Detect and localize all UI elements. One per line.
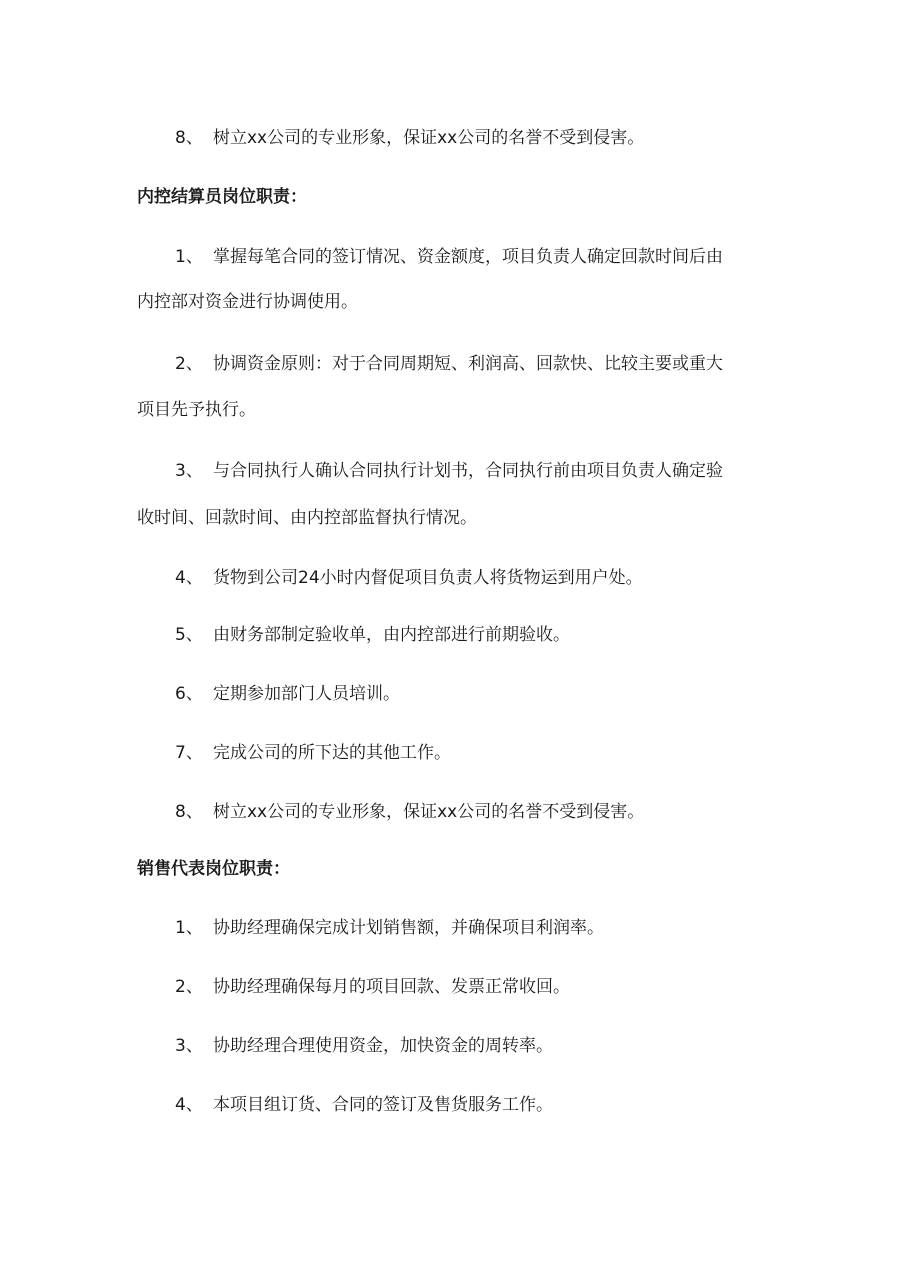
list-item (175, 682, 400, 706)
item-number: 4、 (175, 568, 203, 588)
list-item (175, 566, 643, 590)
item-text: 树立xx公司的专业形象，保证xx公司的名誉不受到侵害。 (213, 128, 645, 148)
item-text: 协助经理确保完成计划销售额，并确保项目利润率。 (213, 918, 604, 938)
list-item (175, 352, 723, 376)
item-text: 本项目组订货、合同的签订及售货服务工作。 (213, 1095, 553, 1115)
item-number: 8、 (175, 802, 203, 822)
item-number: 7、 (175, 743, 203, 763)
item-text-continuation: 项目先予执行。 (137, 400, 256, 420)
item-number: 1、 (175, 918, 203, 938)
item-text: 货物到公司24小时内督促项目负责人将货物运到用户处。 (213, 568, 643, 588)
list-item (175, 126, 644, 150)
item-number: 5、 (175, 625, 203, 645)
item-text: 协调资金原则：对于合同周期短、利润高、回款快、比较主要或重大 (213, 354, 723, 374)
section-heading: 内控结算员岗位职责： (137, 187, 307, 207)
list-item (175, 623, 570, 647)
item-text-continuation: 收时间、回款时间、由内控部监督执行情况。 (137, 508, 477, 528)
item-text-continuation: 内控部对资金进行协调使用。 (137, 292, 358, 312)
list-item (175, 1034, 553, 1058)
item-number: 4、 (175, 1095, 203, 1115)
section-heading: 销售代表岗位职责： (137, 859, 290, 879)
item-number: 2、 (175, 354, 203, 374)
item-number: 1、 (175, 247, 203, 267)
item-text: 完成公司的所下达的其他工作。 (213, 743, 451, 763)
item-text: 与合同执行人确认合同执行计划书，合同执行前由项目负责人确定验 (213, 461, 723, 481)
list-item (175, 245, 723, 269)
item-text: 协助经理合理使用资金，加快资金的周转率。 (213, 1036, 553, 1056)
item-text: 掌握每笔合同的签订情况、资金额度，项目负责人确定回款时间后由 (213, 247, 723, 267)
item-number: 2、 (175, 977, 203, 997)
item-number: 3、 (175, 1036, 203, 1056)
list-item (175, 975, 570, 999)
list-item (175, 741, 451, 765)
item-text: 由财务部制定验收单，由内控部进行前期验收。 (213, 625, 570, 645)
item-text: 协助经理确保每月的项目回款、发票正常收回。 (213, 977, 570, 997)
list-item (175, 916, 604, 940)
item-number: 3、 (175, 461, 203, 481)
list-item (175, 459, 723, 483)
item-number: 6、 (175, 684, 203, 704)
list-item (175, 1093, 553, 1117)
list-item (175, 800, 644, 824)
item-text: 树立xx公司的专业形象，保证xx公司的名誉不受到侵害。 (213, 802, 645, 822)
item-number: 8、 (175, 128, 203, 148)
item-text: 定期参加部门人员培训。 (213, 684, 400, 704)
